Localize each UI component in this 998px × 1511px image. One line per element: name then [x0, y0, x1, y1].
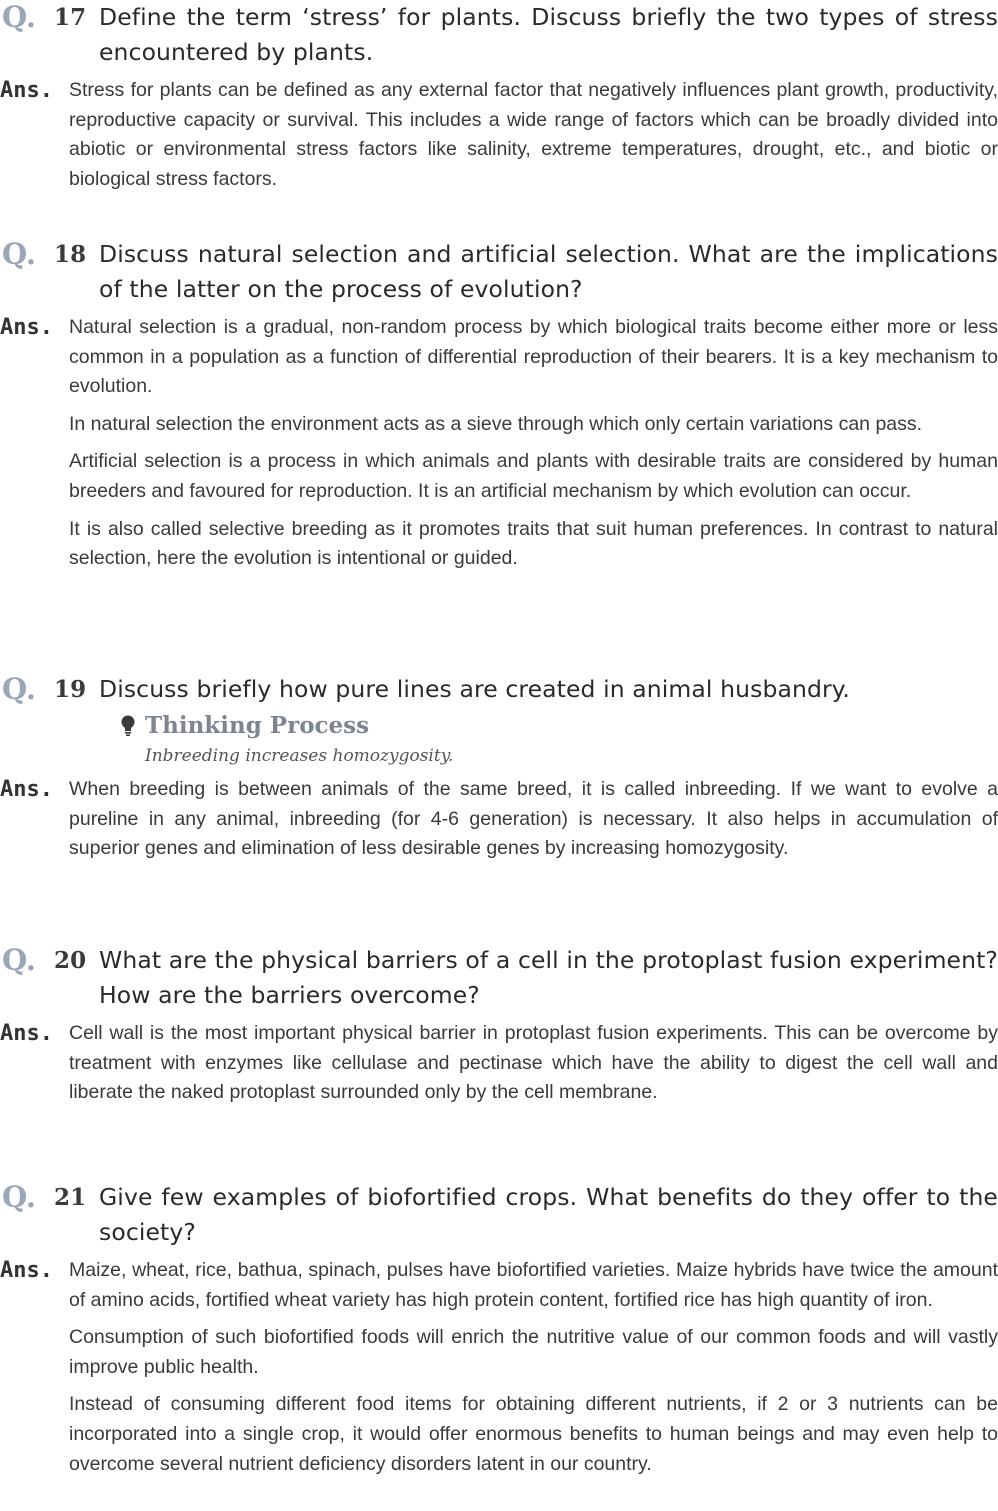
question-marker: Q.: [2, 672, 37, 706]
answer-paragraph: In natural selection the environment acts as a sieve through which only certain variations can pass.: [69, 412, 923, 435]
answer-label: Ans.: [0, 1021, 53, 1046]
question-block-20: [0, 943, 998, 1116]
question-number: 20: [54, 947, 87, 974]
answer-paragraph: It is also called selective breeding as it promotes traits that suit human preferences. In contrast to natural selection, here the evolution is intentional or guided.: [69, 517, 998, 570]
question-number: 21: [54, 1184, 87, 1211]
question-text: What are the physical barriers of a cell in the protoplast fusion experiment? How are the barriers overcome?: [99, 946, 998, 1009]
answer-paragraph: Cell wall is the most important physical barrier in protoplast fusion experiments. This can be overcome by treatment with enzymes like cellulase and pectinase which have the ability to digest the cell wall and liberate the naked protoplast surrounded only by the cell membrane.: [69, 1022, 998, 1104]
question-marker: Q.: [2, 0, 37, 34]
question-number: 18: [54, 241, 87, 268]
answer-label: Ans.: [0, 315, 53, 340]
answer-block: [0, 775, 998, 864]
answer-block: [0, 1256, 998, 1479]
answer-paragraph: Instead of consuming different food items for obtaining different nutrients, if 2 or 3 nutrients can be incorporated into a single crop, it would offer enormous benefits to human beings and may even help to overcome several nutrient deficiency disorders latent in our country.: [69, 1393, 998, 1475]
question-block-18: [0, 237, 998, 582]
answer-paragraph: Natural selection is a gradual, non-random process by which biological traits become either more or less common in a population as a function of differential reproduction of their bearers. It is a key mechanism to evolution.: [69, 316, 998, 398]
question-text: Discuss natural selection and artificial selection. What are the implications of the latter on the process of evolution?: [99, 240, 998, 303]
question-row: [0, 0, 998, 70]
thinking-process-text: Inbreeding increases homozygosity.: [145, 746, 454, 766]
question-block-21: [0, 1180, 998, 1487]
answer-paragraph: Maize, wheat, rice, bathua, spinach, pulses have biofortified varieties. Maize hybrids have twice the amount of amino acids, fortified wheat variety has high protein content, fortified rice has high quantity of iron.: [69, 1259, 998, 1311]
answer-paragraph: Stress for plants can be defined as any external factor that negatively influences plant growth, productivity, reproductive capacity or survival. This includes a wide range of factors which can be broadly divided into abiotic or environmental stress factors like salinity, extreme temperatures, drought, etc., and biotic or biological stress factors.: [69, 79, 998, 190]
answer-paragraph: Consumption of such biofortified foods will enrich the nutritive value of our common foods and will vastly improve public health.: [69, 1326, 998, 1378]
answer-paragraph: Artificial selection is a process in which animals and plants with desirable traits are considered by human breeders and favoured for reproduction. It is an artificial mechanism by which evolution can occur.: [69, 450, 998, 502]
question-number: 19: [54, 676, 87, 703]
question-block-17: [0, 0, 998, 202]
answer-block: [0, 313, 998, 574]
answer-paragraph: When breeding is between animals of the same breed, it is called inbreeding. If we want to evolve a pureline in any animal, inbreeding (for 4-6 generation) is necessary. It also helps in accumulation of superior genes and elimination of less desirable genes by increasing homozygosity.: [69, 778, 998, 860]
question-marker: Q.: [2, 237, 37, 271]
question-text: Define the term ‘stress’ for plants. Discuss briefly the two types of stress encountered by plants.: [99, 3, 998, 66]
answer-block: [0, 1019, 998, 1108]
question-text: Discuss briefly how pure lines are created in animal husbandry.: [99, 675, 850, 703]
answer-label: Ans.: [0, 777, 53, 802]
answer-block: [0, 76, 998, 194]
thinking-process-title: Thinking Process: [145, 712, 370, 739]
question-number: 17: [54, 4, 87, 31]
question-marker: Q.: [2, 943, 37, 977]
question-row: [0, 672, 998, 707]
question-block-19: [0, 672, 998, 872]
thinking-process: [0, 709, 998, 769]
answer-label: Ans.: [0, 78, 53, 103]
question-row: [0, 1180, 998, 1250]
answer-label: Ans.: [0, 1258, 53, 1283]
question-marker: Q.: [2, 1180, 37, 1214]
lightbulb-icon: [121, 715, 135, 737]
question-text: Give few examples of biofortified crops. What benefits do they offer to the society?: [99, 1183, 998, 1246]
question-row: [0, 943, 998, 1013]
question-row: [0, 237, 998, 307]
